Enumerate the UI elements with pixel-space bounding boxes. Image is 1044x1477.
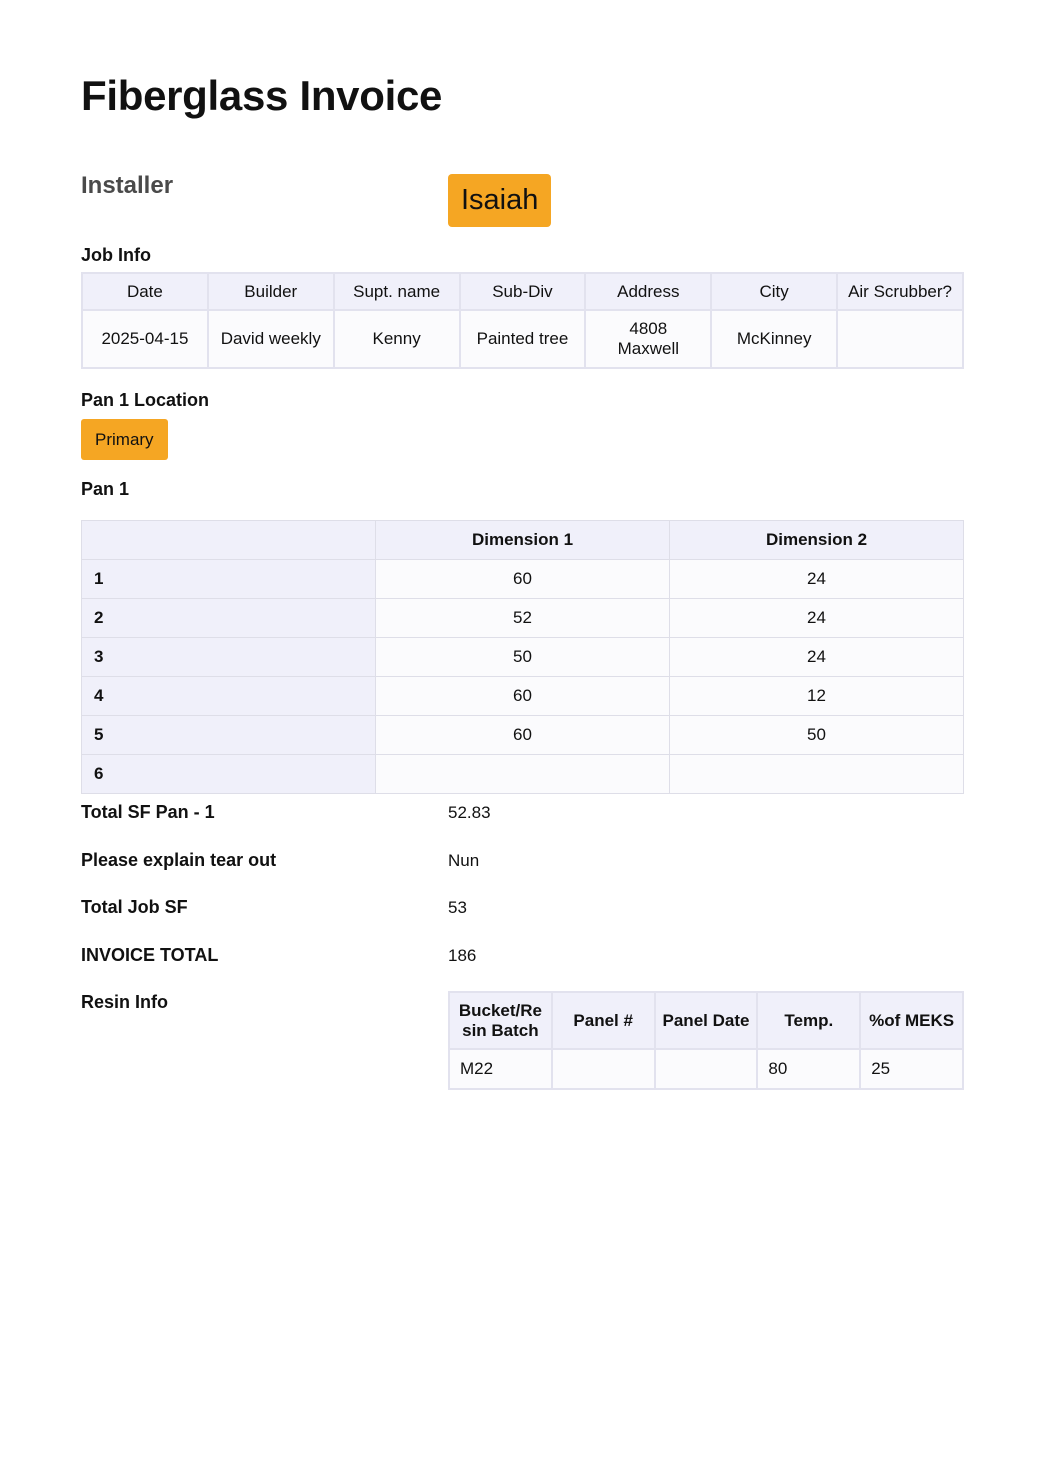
resin-header-meks: %of MEKS <box>860 992 963 1049</box>
pan1-location-label: Pan 1 Location <box>81 390 210 410</box>
pan1-row-number: 2 <box>82 599 376 638</box>
tear-out-label: Please explain tear out <box>81 850 277 870</box>
pan1-label: Pan 1 <box>81 479 130 499</box>
pan1-dimension-2-cell: 24 <box>670 599 964 638</box>
pan1-dimension-1-cell: 60 <box>376 677 670 716</box>
job-city-cell: McKinney <box>711 310 837 368</box>
resin-bucket-batch-cell: M22 <box>449 1049 552 1089</box>
total-sf-pan1-label: Total SF Pan - 1 <box>81 802 215 822</box>
pan1-dimension-2-cell: 12 <box>670 677 964 716</box>
page-title: Fiberglass Invoice <box>81 72 443 119</box>
pan1-location-chip[interactable]: Primary <box>81 419 168 460</box>
job-info-header-address: Address <box>585 273 711 310</box>
pan1-header-dimension-2: Dimension 2 <box>670 521 964 560</box>
tear-out-value: Nun <box>448 851 480 870</box>
table-row <box>82 755 964 794</box>
pan1-dimension-1-cell: 50 <box>376 638 670 677</box>
installer-chip[interactable]: Isaiah <box>448 174 551 227</box>
table-row <box>82 677 964 716</box>
job-info-label: Job Info <box>81 245 151 265</box>
job-supt-cell: Kenny <box>334 310 460 368</box>
resin-meks-cell: 25 <box>860 1049 963 1089</box>
pan1-dimension-1-cell <box>376 755 670 794</box>
job-info-header-date: Date <box>82 273 208 310</box>
pan1-dimension-2-cell <box>670 755 964 794</box>
resin-temp-cell: 80 <box>757 1049 860 1089</box>
pan1-dimension-2-cell: 50 <box>670 716 964 755</box>
job-air-scrubber-cell <box>837 310 963 368</box>
job-info-header-row <box>82 273 963 310</box>
pan1-dimensions-table <box>81 520 964 794</box>
pan1-row-number: 1 <box>82 560 376 599</box>
pan1-header-dimension-1: Dimension 1 <box>376 521 670 560</box>
total-job-sf-label: Total Job SF <box>81 897 188 917</box>
job-info-header-supt: Supt. name <box>334 273 460 310</box>
pan1-header-row <box>82 521 964 560</box>
pan1-dimension-1-cell: 52 <box>376 599 670 638</box>
pan1-row-number: 4 <box>82 677 376 716</box>
table-row <box>449 1049 963 1089</box>
pan1-dimension-2-cell: 24 <box>670 560 964 599</box>
pan1-dimension-1-cell: 60 <box>376 560 670 599</box>
resin-header-row <box>449 992 963 1049</box>
installer-label: Installer <box>81 172 174 199</box>
pan1-dimension-2-cell: 24 <box>670 638 964 677</box>
table-row <box>82 638 964 677</box>
job-info-header-air-scrubber: Air Scrubber? <box>837 273 963 310</box>
job-info-header-city: City <box>711 273 837 310</box>
table-row <box>82 599 964 638</box>
resin-header-panel-number: Panel # <box>552 992 655 1049</box>
resin-info-label: Resin Info <box>81 992 169 1012</box>
resin-header-temp: Temp. <box>757 992 860 1049</box>
job-info-header-subdiv: Sub-Div <box>460 273 586 310</box>
invoice-total-value: 186 <box>448 946 477 965</box>
resin-header-bucket-batch: Bucket/Re sin Batch <box>449 992 552 1049</box>
job-builder-cell: David weekly <box>208 310 334 368</box>
pan1-row-number: 3 <box>82 638 376 677</box>
pan1-row-number: 6 <box>82 755 376 794</box>
job-info-row <box>82 310 963 368</box>
invoice-total-label: INVOICE TOTAL <box>81 945 219 965</box>
resin-header-panel-date: Panel Date <box>655 992 758 1049</box>
job-subdiv-cell: Painted tree <box>460 310 586 368</box>
job-address-cell: 4808 Maxwell <box>585 310 711 368</box>
pan1-row-number: 5 <box>82 716 376 755</box>
job-info-header-builder: Builder <box>208 273 334 310</box>
table-row <box>82 716 964 755</box>
resin-info-table <box>448 991 964 1090</box>
total-job-sf-value: 53 <box>448 898 467 917</box>
total-sf-pan1-value: 52.83 <box>448 803 491 822</box>
job-date-cell: 2025-04-15 <box>82 310 208 368</box>
pan1-header-blank <box>82 521 376 560</box>
pan1-dimension-1-cell: 60 <box>376 716 670 755</box>
job-info-table <box>81 272 964 369</box>
resin-panel-number-cell <box>552 1049 655 1089</box>
table-row <box>82 560 964 599</box>
resin-panel-date-cell <box>655 1049 758 1089</box>
